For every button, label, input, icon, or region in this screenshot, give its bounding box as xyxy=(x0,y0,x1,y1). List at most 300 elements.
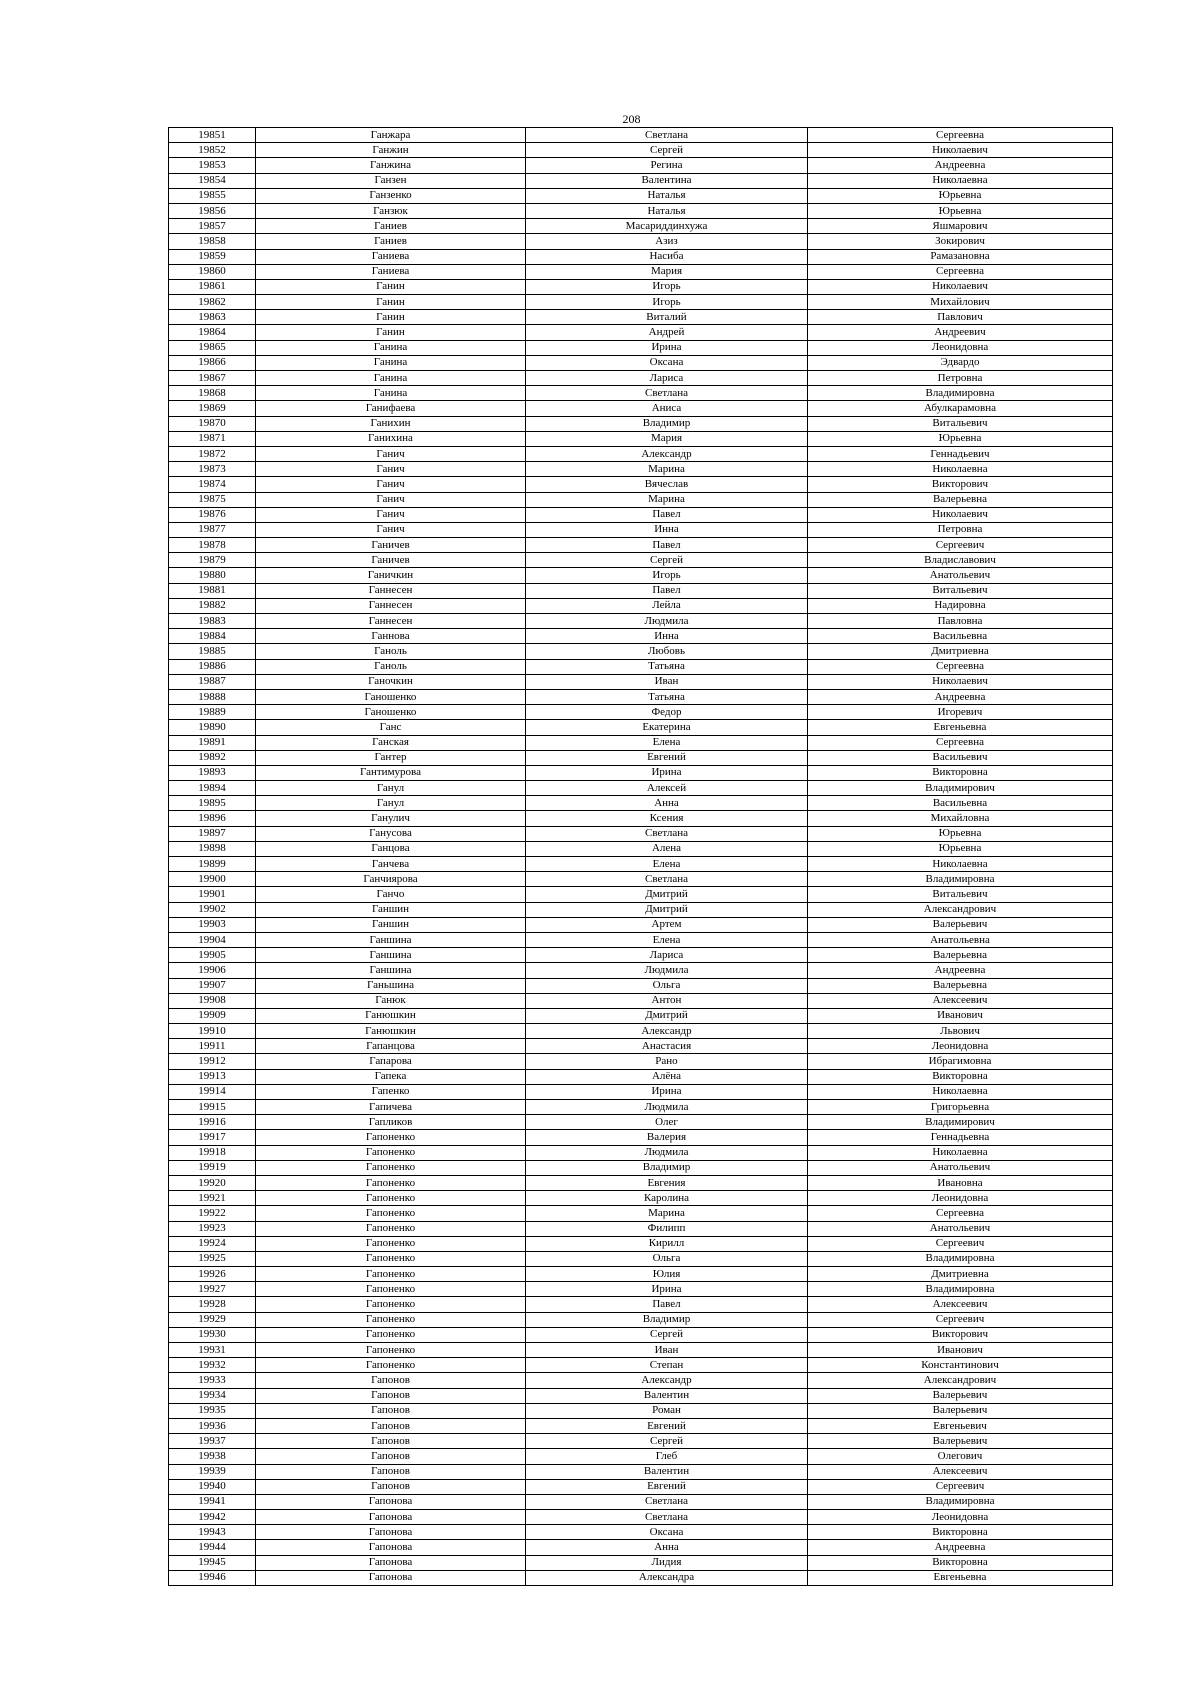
record-number-cell: 19852 xyxy=(169,143,256,158)
patronymic-cell: Владимировна xyxy=(808,1282,1113,1297)
patronymic-cell: Юрьевна xyxy=(808,826,1113,841)
surname-cell: Ганичев xyxy=(256,553,526,568)
record-number-cell: 19914 xyxy=(169,1084,256,1099)
record-number-cell: 19851 xyxy=(169,128,256,143)
record-number-cell: 19894 xyxy=(169,781,256,796)
patronymic-cell: Дмитриевна xyxy=(808,1267,1113,1282)
surname-cell: Гапонов xyxy=(256,1418,526,1433)
table-row xyxy=(169,340,1113,355)
record-number-cell: 19939 xyxy=(169,1464,256,1479)
table-row xyxy=(169,1494,1113,1509)
table-row xyxy=(169,629,1113,644)
record-number-cell: 19853 xyxy=(169,158,256,173)
surname-cell: Гапичева xyxy=(256,1100,526,1115)
table-row xyxy=(169,295,1113,310)
record-number-cell: 19877 xyxy=(169,522,256,537)
first-name-cell: Евгения xyxy=(526,1175,808,1190)
first-name-cell: Светлана xyxy=(526,872,808,887)
surname-cell: Ганиева xyxy=(256,249,526,264)
table-row xyxy=(169,614,1113,629)
table-row xyxy=(169,1145,1113,1160)
surname-cell: Гапонова xyxy=(256,1570,526,1585)
surname-cell: Ганич xyxy=(256,477,526,492)
surname-cell: Ганошенко xyxy=(256,705,526,720)
patronymic-cell: Анатольевич xyxy=(808,568,1113,583)
table-row xyxy=(169,143,1113,158)
first-name-cell: Насиба xyxy=(526,249,808,264)
first-name-cell: Филипп xyxy=(526,1221,808,1236)
surname-cell: Ганнесен xyxy=(256,614,526,629)
record-number-cell: 19887 xyxy=(169,674,256,689)
patronymic-cell: Ибрагимовна xyxy=(808,1054,1113,1069)
surname-cell: Гапоненко xyxy=(256,1236,526,1251)
surname-cell: Ганжара xyxy=(256,128,526,143)
first-name-cell: Лейла xyxy=(526,598,808,613)
table-row xyxy=(169,371,1113,386)
table-row xyxy=(169,310,1113,325)
table-row xyxy=(169,917,1113,932)
patronymic-cell: Михайлович xyxy=(808,295,1113,310)
table-row xyxy=(169,1024,1113,1039)
table-row xyxy=(169,1069,1113,1084)
table-row xyxy=(169,1267,1113,1282)
patronymic-cell: Константинович xyxy=(808,1358,1113,1373)
first-name-cell: Любовь xyxy=(526,644,808,659)
first-name-cell: Мария xyxy=(526,431,808,446)
table-row xyxy=(169,386,1113,401)
record-number-cell: 19870 xyxy=(169,416,256,431)
first-name-cell: Оксана xyxy=(526,1525,808,1540)
surname-cell: Ганюк xyxy=(256,993,526,1008)
surname-cell: Ганихин xyxy=(256,416,526,431)
first-name-cell: Азиз xyxy=(526,234,808,249)
record-number-cell: 19924 xyxy=(169,1236,256,1251)
record-number-cell: 19927 xyxy=(169,1282,256,1297)
record-number-cell: 19921 xyxy=(169,1191,256,1206)
patronymic-cell: Павловна xyxy=(808,614,1113,629)
first-name-cell: Сергей xyxy=(526,1327,808,1342)
first-name-cell: Алексей xyxy=(526,781,808,796)
patronymic-cell: Владимировна xyxy=(808,1494,1113,1509)
patronymic-cell: Викторовна xyxy=(808,1525,1113,1540)
patronymic-cell: Николаевна xyxy=(808,857,1113,872)
table-row xyxy=(169,325,1113,340)
surname-cell: Ганшина xyxy=(256,932,526,947)
first-name-cell: Вячеслав xyxy=(526,477,808,492)
record-number-cell: 19867 xyxy=(169,371,256,386)
first-name-cell: Регина xyxy=(526,158,808,173)
surname-cell: Гапонов xyxy=(256,1434,526,1449)
patronymic-cell: Александрович xyxy=(808,902,1113,917)
patronymic-cell: Евгеньевна xyxy=(808,1570,1113,1585)
surname-cell: Ганцова xyxy=(256,841,526,856)
record-number-cell: 19903 xyxy=(169,917,256,932)
record-number-cell: 19869 xyxy=(169,401,256,416)
first-name-cell: Павел xyxy=(526,1297,808,1312)
surname-cell: Гапликов xyxy=(256,1115,526,1130)
patronymic-cell: Андреевич xyxy=(808,325,1113,340)
patronymic-cell: Григорьевна xyxy=(808,1100,1113,1115)
record-number-cell: 19941 xyxy=(169,1494,256,1509)
surname-cell: Ганшин xyxy=(256,917,526,932)
table-row xyxy=(169,401,1113,416)
record-number-cell: 19901 xyxy=(169,887,256,902)
patronymic-cell: Валерьевич xyxy=(808,1434,1113,1449)
first-name-cell: Лидия xyxy=(526,1555,808,1570)
table-row xyxy=(169,416,1113,431)
record-number-cell: 19873 xyxy=(169,462,256,477)
record-number-cell: 19935 xyxy=(169,1403,256,1418)
first-name-cell: Валентин xyxy=(526,1464,808,1479)
table-row xyxy=(169,1373,1113,1388)
table-row xyxy=(169,1312,1113,1327)
first-name-cell: Светлана xyxy=(526,1510,808,1525)
record-number-cell: 19861 xyxy=(169,279,256,294)
patronymic-cell: Ивановна xyxy=(808,1175,1113,1190)
table-row xyxy=(169,978,1113,993)
patronymic-cell: Леонидовна xyxy=(808,1039,1113,1054)
record-number-cell: 19944 xyxy=(169,1540,256,1555)
record-number-cell: 19905 xyxy=(169,948,256,963)
table-row xyxy=(169,1343,1113,1358)
patronymic-cell: Рамазановна xyxy=(808,249,1113,264)
table-row xyxy=(169,1540,1113,1555)
patronymic-cell: Васильевич xyxy=(808,750,1113,765)
surname-cell: Гапоненко xyxy=(256,1160,526,1175)
surname-cell: Ганшина xyxy=(256,963,526,978)
record-number-cell: 19938 xyxy=(169,1449,256,1464)
surname-cell: Ганжин xyxy=(256,143,526,158)
surname-cell: Ганина xyxy=(256,371,526,386)
record-number-cell: 19920 xyxy=(169,1175,256,1190)
surname-cell: Гапарова xyxy=(256,1054,526,1069)
patronymic-cell: Сергеевич xyxy=(808,538,1113,553)
table-row xyxy=(169,1175,1113,1190)
record-number-cell: 19934 xyxy=(169,1388,256,1403)
record-number-cell: 19857 xyxy=(169,219,256,234)
patronymic-cell: Леонидовна xyxy=(808,1191,1113,1206)
surname-cell: Ганифаева xyxy=(256,401,526,416)
record-number-cell: 19863 xyxy=(169,310,256,325)
first-name-cell: Сергей xyxy=(526,1434,808,1449)
record-number-cell: 19931 xyxy=(169,1343,256,1358)
record-number-cell: 19872 xyxy=(169,446,256,461)
surname-cell: Ганул xyxy=(256,781,526,796)
table-row xyxy=(169,446,1113,461)
record-number-cell: 19902 xyxy=(169,902,256,917)
surname-cell: Ганошенко xyxy=(256,689,526,704)
surname-cell: Гапонов xyxy=(256,1373,526,1388)
patronymic-cell: Николаевич xyxy=(808,143,1113,158)
first-name-cell: Татьяна xyxy=(526,659,808,674)
first-name-cell: Наталья xyxy=(526,203,808,218)
first-name-cell: Инна xyxy=(526,522,808,537)
first-name-cell: Андрей xyxy=(526,325,808,340)
first-name-cell: Светлана xyxy=(526,1494,808,1509)
first-name-cell: Александр xyxy=(526,1024,808,1039)
patronymic-cell: Евгеньевич xyxy=(808,1418,1113,1433)
patronymic-cell: Валерьевич xyxy=(808,1403,1113,1418)
first-name-cell: Наталья xyxy=(526,188,808,203)
record-number-cell: 19881 xyxy=(169,583,256,598)
first-name-cell: Оксана xyxy=(526,355,808,370)
table-row xyxy=(169,720,1113,735)
first-name-cell: Людмила xyxy=(526,1100,808,1115)
patronymic-cell: Валерьевна xyxy=(808,978,1113,993)
patronymic-cell: Васильевна xyxy=(808,629,1113,644)
first-name-cell: Иван xyxy=(526,674,808,689)
table-row xyxy=(169,826,1113,841)
patronymic-cell: Викторовна xyxy=(808,765,1113,780)
patronymic-cell: Андреевна xyxy=(808,689,1113,704)
surname-cell: Ганич xyxy=(256,522,526,537)
table-row xyxy=(169,872,1113,887)
first-name-cell: Александра xyxy=(526,1570,808,1585)
table-row xyxy=(169,492,1113,507)
table-row xyxy=(169,1525,1113,1540)
surname-cell: Ганиева xyxy=(256,264,526,279)
first-name-cell: Евгений xyxy=(526,1479,808,1494)
first-name-cell: Елена xyxy=(526,857,808,872)
table-row xyxy=(169,598,1113,613)
table-row xyxy=(169,1160,1113,1175)
surname-cell: Гапоненко xyxy=(256,1297,526,1312)
surname-cell: Ганусова xyxy=(256,826,526,841)
surname-cell: Гапоненко xyxy=(256,1327,526,1342)
first-name-cell: Евгений xyxy=(526,750,808,765)
table-row xyxy=(169,1510,1113,1525)
first-name-cell: Кирилл xyxy=(526,1236,808,1251)
table-row xyxy=(169,553,1113,568)
table-row xyxy=(169,811,1113,826)
surname-cell: Ганзюк xyxy=(256,203,526,218)
record-number-cell: 19890 xyxy=(169,720,256,735)
record-number-cell: 19922 xyxy=(169,1206,256,1221)
first-name-cell: Каролина xyxy=(526,1191,808,1206)
record-number-cell: 19899 xyxy=(169,857,256,872)
record-number-cell: 19925 xyxy=(169,1251,256,1266)
roster-body xyxy=(169,128,1113,1586)
first-name-cell: Екатерина xyxy=(526,720,808,735)
patronymic-cell: Андреевна xyxy=(808,158,1113,173)
table-row xyxy=(169,1054,1113,1069)
record-number-cell: 19876 xyxy=(169,507,256,522)
record-number-cell: 19883 xyxy=(169,614,256,629)
patronymic-cell: Иванович xyxy=(808,1343,1113,1358)
surname-cell: Ганин xyxy=(256,325,526,340)
patronymic-cell: Сергеевна xyxy=(808,128,1113,143)
first-name-cell: Марина xyxy=(526,492,808,507)
table-row xyxy=(169,857,1113,872)
surname-cell: Гапонов xyxy=(256,1449,526,1464)
patronymic-cell: Анатольевич xyxy=(808,1221,1113,1236)
page-number: 208 xyxy=(622,112,641,126)
patronymic-cell: Андреевна xyxy=(808,1540,1113,1555)
first-name-cell: Владимир xyxy=(526,416,808,431)
table-row xyxy=(169,128,1113,143)
table-row xyxy=(169,841,1113,856)
surname-cell: Ганиев xyxy=(256,219,526,234)
table-row xyxy=(169,158,1113,173)
patronymic-cell: Владимирович xyxy=(808,1115,1113,1130)
first-name-cell: Мария xyxy=(526,264,808,279)
first-name-cell: Евгений xyxy=(526,1418,808,1433)
patronymic-cell: Геннадьевна xyxy=(808,1130,1113,1145)
surname-cell: Гапонов xyxy=(256,1403,526,1418)
record-number-cell: 19912 xyxy=(169,1054,256,1069)
surname-cell: Гапоненко xyxy=(256,1191,526,1206)
record-number-cell: 19907 xyxy=(169,978,256,993)
first-name-cell: Людмила xyxy=(526,963,808,978)
patronymic-cell: Олегович xyxy=(808,1449,1113,1464)
record-number-cell: 19942 xyxy=(169,1510,256,1525)
surname-cell: Ганул xyxy=(256,796,526,811)
surname-cell: Ганчева xyxy=(256,857,526,872)
table-row xyxy=(169,1388,1113,1403)
surname-cell: Гапанцова xyxy=(256,1039,526,1054)
patronymic-cell: Сергеевна xyxy=(808,1206,1113,1221)
surname-cell: Гантимурова xyxy=(256,765,526,780)
patronymic-cell: Александрович xyxy=(808,1373,1113,1388)
first-name-cell: Александр xyxy=(526,446,808,461)
table-row xyxy=(169,203,1113,218)
patronymic-cell: Иванович xyxy=(808,1008,1113,1023)
table-row xyxy=(169,644,1113,659)
surname-cell: Гапоненко xyxy=(256,1282,526,1297)
patronymic-cell: Валерьевич xyxy=(808,917,1113,932)
patronymic-cell: Николаевна xyxy=(808,462,1113,477)
table-row xyxy=(169,538,1113,553)
patronymic-cell: Дмитриевна xyxy=(808,644,1113,659)
record-number-cell: 19865 xyxy=(169,340,256,355)
record-number-cell: 19871 xyxy=(169,431,256,446)
record-number-cell: 19918 xyxy=(169,1145,256,1160)
patronymic-cell: Петровна xyxy=(808,371,1113,386)
first-name-cell: Антон xyxy=(526,993,808,1008)
surname-cell: Ганюшкин xyxy=(256,1024,526,1039)
surname-cell: Ганин xyxy=(256,279,526,294)
first-name-cell: Ольга xyxy=(526,1251,808,1266)
table-row xyxy=(169,264,1113,279)
patronymic-cell: Владимировна xyxy=(808,872,1113,887)
record-number-cell: 19889 xyxy=(169,705,256,720)
patronymic-cell: Петровна xyxy=(808,522,1113,537)
table-row xyxy=(169,477,1113,492)
patronymic-cell: Юрьевна xyxy=(808,203,1113,218)
first-name-cell: Анастасия xyxy=(526,1039,808,1054)
record-number-cell: 19868 xyxy=(169,386,256,401)
surname-cell: Гапоненко xyxy=(256,1145,526,1160)
surname-cell: Ганзенко xyxy=(256,188,526,203)
surname-cell: Ганочкин xyxy=(256,674,526,689)
record-number-cell: 19854 xyxy=(169,173,256,188)
patronymic-cell: Сергеевич xyxy=(808,1236,1113,1251)
surname-cell: Ганшина xyxy=(256,948,526,963)
patronymic-cell: Юрьевна xyxy=(808,431,1113,446)
patronymic-cell: Владимирович xyxy=(808,781,1113,796)
table-row xyxy=(169,1464,1113,1479)
first-name-cell: Ирина xyxy=(526,765,808,780)
record-number-cell: 19936 xyxy=(169,1418,256,1433)
first-name-cell: Павел xyxy=(526,507,808,522)
table-row xyxy=(169,1327,1113,1342)
patronymic-cell: Сергеевна xyxy=(808,659,1113,674)
patronymic-cell: Викторовна xyxy=(808,1069,1113,1084)
table-row xyxy=(169,1100,1113,1115)
surname-cell: Ганич xyxy=(256,492,526,507)
first-name-cell: Роман xyxy=(526,1403,808,1418)
surname-cell: Ганоль xyxy=(256,644,526,659)
table-row xyxy=(169,887,1113,902)
record-number-cell: 19859 xyxy=(169,249,256,264)
name-roster-table xyxy=(168,127,1113,1586)
first-name-cell: Олег xyxy=(526,1115,808,1130)
record-number-cell: 19906 xyxy=(169,963,256,978)
table-row xyxy=(169,507,1113,522)
patronymic-cell: Викторович xyxy=(808,477,1113,492)
patronymic-cell: Павлович xyxy=(808,310,1113,325)
record-number-cell: 19933 xyxy=(169,1373,256,1388)
patronymic-cell: Викторовна xyxy=(808,1555,1113,1570)
record-number-cell: 19882 xyxy=(169,598,256,613)
table-row xyxy=(169,932,1113,947)
record-number-cell: 19893 xyxy=(169,765,256,780)
surname-cell: Гапонова xyxy=(256,1540,526,1555)
patronymic-cell: Алексеевич xyxy=(808,1297,1113,1312)
first-name-cell: Светлана xyxy=(526,386,808,401)
first-name-cell: Анна xyxy=(526,1540,808,1555)
first-name-cell: Аниса xyxy=(526,401,808,416)
first-name-cell: Лариса xyxy=(526,371,808,386)
table-row xyxy=(169,173,1113,188)
table-row xyxy=(169,462,1113,477)
surname-cell: Ганихина xyxy=(256,431,526,446)
first-name-cell: Ирина xyxy=(526,1282,808,1297)
table-row xyxy=(169,1418,1113,1433)
record-number-cell: 19886 xyxy=(169,659,256,674)
record-number-cell: 19875 xyxy=(169,492,256,507)
surname-cell: Ганич xyxy=(256,446,526,461)
table-row xyxy=(169,1008,1113,1023)
surname-cell: Гапоненко xyxy=(256,1267,526,1282)
record-number-cell: 19932 xyxy=(169,1358,256,1373)
record-number-cell: 19897 xyxy=(169,826,256,841)
record-number-cell: 19864 xyxy=(169,325,256,340)
surname-cell: Ганулич xyxy=(256,811,526,826)
record-number-cell: 19913 xyxy=(169,1069,256,1084)
first-name-cell: Сергей xyxy=(526,553,808,568)
surname-cell: Ганоль xyxy=(256,659,526,674)
first-name-cell: Игорь xyxy=(526,295,808,310)
table-row xyxy=(169,279,1113,294)
first-name-cell: Сергей xyxy=(526,143,808,158)
surname-cell: Ганзен xyxy=(256,173,526,188)
patronymic-cell: Юрьевна xyxy=(808,188,1113,203)
table-row xyxy=(169,1555,1113,1570)
record-number-cell: 19866 xyxy=(169,355,256,370)
patronymic-cell: Витальевич xyxy=(808,416,1113,431)
patronymic-cell: Николаевич xyxy=(808,279,1113,294)
table-row xyxy=(169,1282,1113,1297)
first-name-cell: Владимир xyxy=(526,1160,808,1175)
surname-cell: Ганчиярова xyxy=(256,872,526,887)
record-number-cell: 19888 xyxy=(169,689,256,704)
record-number-cell: 19923 xyxy=(169,1221,256,1236)
patronymic-cell: Алексеевич xyxy=(808,1464,1113,1479)
first-name-cell: Марина xyxy=(526,462,808,477)
surname-cell: Гапоненко xyxy=(256,1312,526,1327)
patronymic-cell: Львович xyxy=(808,1024,1113,1039)
